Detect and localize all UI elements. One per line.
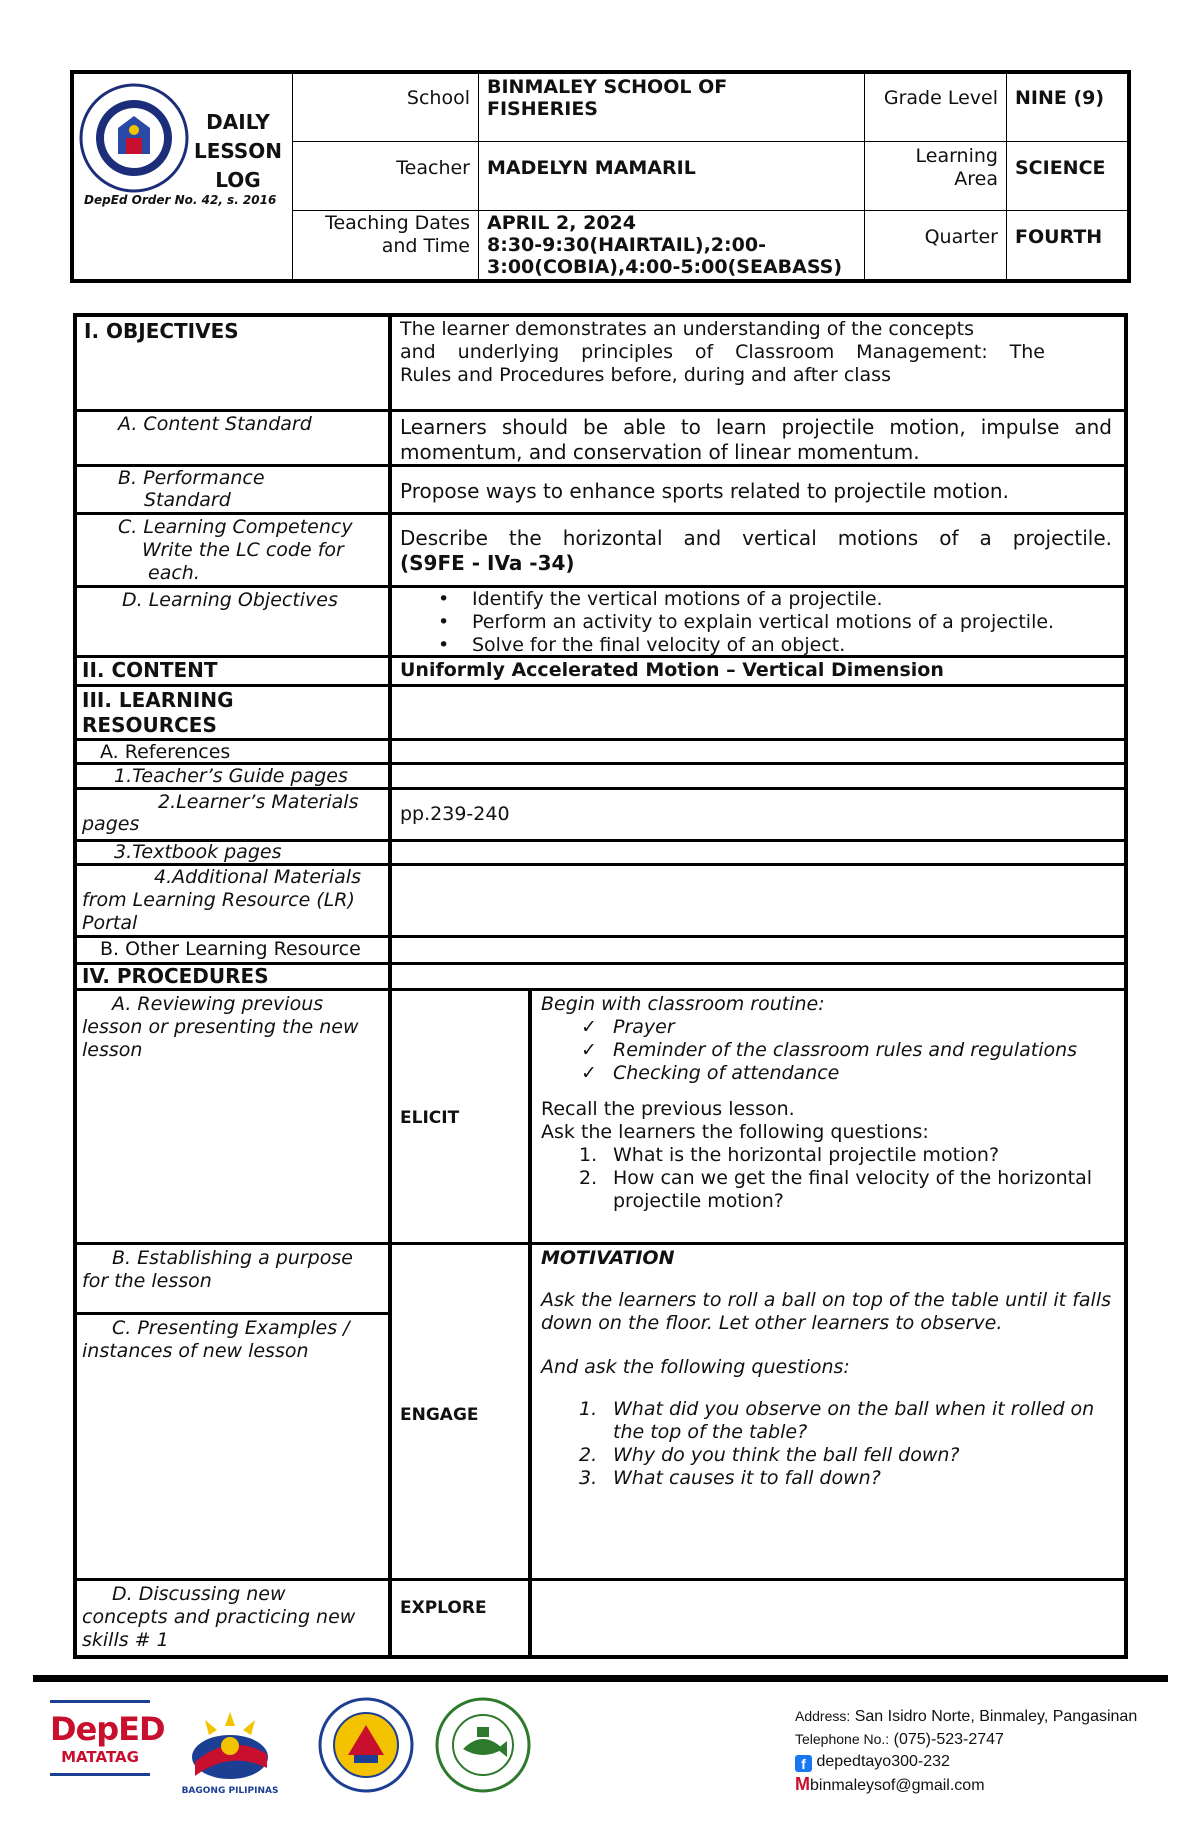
area-label: Learning Area: [915, 145, 998, 190]
teacher-value: MADELYN MAMARIL: [487, 157, 696, 179]
learners-materials-label: 2.Learner’s Materials pages: [82, 791, 359, 835]
school-label: School: [406, 87, 470, 109]
list-item: • Solve for the final velocity of an object.: [400, 634, 1054, 657]
teachers-guide-label: 1.Teacher’s Guide pages: [114, 765, 348, 787]
elicit-label: ELICIT: [400, 1108, 460, 1128]
quarter-value: FOURTH: [1015, 226, 1103, 248]
school-seal: [435, 1697, 531, 1793]
school-value: BINMALEY SCHOOL OF FISHERIES: [487, 76, 728, 120]
list-item: ✓ Prayer: [541, 1016, 1111, 1039]
email-row: Mbinmaleysof@gmail.com: [795, 1774, 985, 1794]
additional-materials-label: 4.Additional Materials from Learning Resource (LR) Portal: [82, 866, 361, 934]
gmail-icon: M: [795, 1774, 810, 1794]
engage-label: ENGAGE: [400, 1405, 479, 1425]
objectives-text: The learner demonstrates an understanding of the concepts and underlying principles of Classroom Management: The Rules and Procedures before, during and after class: [400, 318, 1045, 386]
review-label: A. Reviewing previous lesson or presenting the new lesson: [82, 993, 359, 1061]
telephone: Telephone No.: (075)-523-2747: [795, 1731, 1004, 1748]
engage-content: MOTIVATION Ask the learners to roll a ball on top of the table until it falls down on the floor. Let other learners to observe. And ask the following questions: 1. What did you observe on the ball when it rolled on the top of the table? 2. Why do you think the ball fell down? 3. What causes it to fall down?: [541, 1247, 1111, 1489]
quarter-label: Quarter: [924, 226, 998, 248]
division-seal-icon: [318, 1697, 414, 1793]
learning-objectives-label: D. Learning Objectives: [122, 589, 338, 611]
division-seal: [318, 1697, 414, 1793]
teacher-label: Teacher: [396, 157, 470, 179]
examples-label: C. Presenting Examples / instances of new lesson: [82, 1317, 350, 1362]
list-item: ✓ Reminder of the classroom rules and regulations: [541, 1039, 1111, 1062]
textbook-label: 3.Textbook pages: [114, 841, 282, 863]
deped-order: DepEd Order No. 42, s. 2016: [84, 193, 277, 207]
competency-text: Describe the horizontal and vertical motions of a projectile. (S9FE - IVa -34): [400, 526, 1112, 575]
discuss-label: D. Discussing new concepts and practicing new skills # 1: [82, 1583, 356, 1651]
performance-text: Propose ways to enhance sports related to projectile motion.: [400, 479, 1009, 503]
contact-block: [795, 1705, 1137, 1797]
resources-heading: III. LEARNING RESOURCES: [82, 688, 234, 737]
footer-rule: [33, 1675, 1168, 1682]
dates-value: APRIL 2, 2024 8:30-9:30(HAIRTAIL),2:00- 3:00(COBIA),4:00-5:00(SEABASS): [487, 212, 843, 278]
bagong-pilipinas-logo: BAGONG PILIPINAS: [175, 1702, 285, 1796]
list-item: 2. Why do you think the ball fell down?: [579, 1444, 960, 1466]
sun-icon: [175, 1702, 285, 1782]
procedures-heading: IV. PROCEDURES: [82, 964, 269, 988]
content-standard-label: A. Content Standard: [118, 413, 312, 435]
list-item: • Perform an activity to explain vertical motions of a projectile.: [400, 611, 1054, 634]
list-item: 1. What did you observe on the ball when it rolled on the top of the table?: [579, 1398, 1095, 1443]
address: Address: San Isidro Norte, Binmaley, Pangasinan: [795, 1708, 1138, 1725]
list-item: • Identify the vertical motions of a projectile.: [400, 588, 1054, 611]
performance-label: B. Performance Standard: [118, 467, 265, 511]
explore-label: EXPLORE: [400, 1598, 487, 1618]
elicit-content: Begin with classroom routine: ✓ Prayer ✓ Reminder of the classroom rules and regulations ✓ Checking of attendance Recall the previous lesson. Ask the learners the following questions: 1. What is the horizontal projectile motion? 2. How can we get the final velocity of the horizontal projectile motion?: [541, 993, 1111, 1213]
school-seal-icon: [435, 1697, 531, 1793]
list-item: ✓ Checking of attendance: [541, 1062, 1111, 1085]
grade-value: NINE (9): [1015, 87, 1105, 109]
content-heading: II. CONTENT: [82, 658, 218, 682]
learners-materials-value: pp.239-240: [400, 803, 510, 825]
grade-label: Grade Level: [883, 87, 998, 109]
purpose-label: B. Establishing a purpose for the lesson: [82, 1247, 353, 1292]
dates-label: Teaching Dates and Time: [325, 212, 470, 257]
learning-objectives-list: [400, 588, 1054, 657]
list-item: 3. What causes it to fall down?: [579, 1467, 881, 1489]
list-item: 2. How can we get the final velocity of the horizontal projectile motion?: [579, 1167, 1092, 1212]
list-item: 1. What is the horizontal projectile motion?: [579, 1144, 1000, 1166]
lesson-log-title: DAILY LESSON LOG: [193, 110, 283, 192]
references-label: A. References: [100, 741, 231, 763]
area-value: SCIENCE: [1015, 157, 1106, 179]
facebook-row: f depedtayo300-232: [795, 1751, 1137, 1773]
competency-label: C. Learning Competency Write the LC code for each.: [118, 516, 353, 584]
other-resource-label: B. Other Learning Resource: [100, 938, 361, 960]
deped-seal-icon: [78, 82, 190, 194]
objectives-heading: I. OBJECTIVES: [84, 319, 239, 343]
content-standard-text: Learners should be able to learn projectile motion, impulse and momentum, and conservation of linear momentum.: [400, 415, 1112, 464]
deped-matatag-logo: DepED MATATAG: [50, 1700, 150, 1776]
facebook-icon: f: [795, 1755, 812, 1772]
content-value: Uniformly Accelerated Motion – Vertical Dimension: [400, 659, 944, 681]
